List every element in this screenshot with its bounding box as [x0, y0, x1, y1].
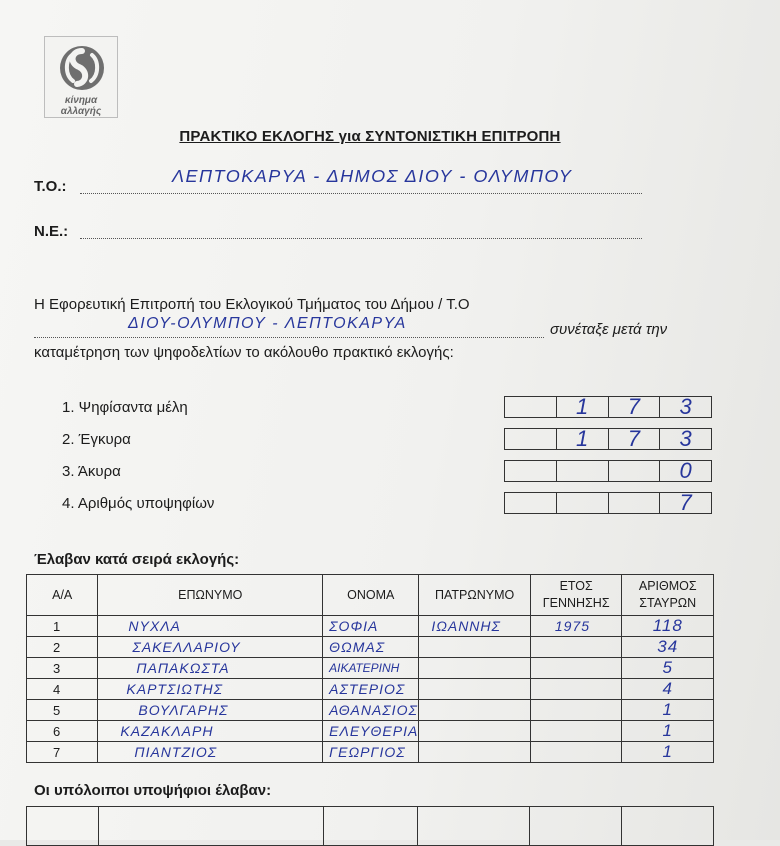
count-digit: 7 — [627, 426, 640, 451]
header-votes — [622, 575, 714, 616]
count-digit: 3 — [679, 426, 692, 451]
to-dotted-line — [80, 193, 642, 194]
table-row — [27, 658, 714, 679]
paragraph-handwritten: ΔΙΟΥ-ΟΛΥΜΠΟΥ - ΛΕΠΤΟΚΑΡΥΑ — [128, 315, 407, 332]
row-father — [419, 742, 531, 763]
header-birth-year — [530, 575, 622, 616]
table-header-row — [27, 575, 714, 616]
row-aa: 2 — [27, 637, 98, 658]
row-father — [419, 637, 531, 658]
header-surname: ΕΠΩΝΥΜΟ — [98, 575, 323, 616]
row-aa: 1 — [27, 616, 98, 637]
row-surname: ΠΙΑΝΤΖΙΟΣ — [98, 742, 323, 763]
row-votes: 5 — [622, 658, 714, 679]
row-surname: ΚΑΡΤΣΙΩΤΗΣ — [98, 679, 323, 700]
row-birth-year: 1975 — [530, 616, 622, 637]
row-surname: ΒΟΥΛΓΑΡΗΣ — [98, 700, 323, 721]
header-votes-line2: ΣΤΑΥΡΩΝ — [639, 596, 697, 610]
row-surname: ΣΑΚΕΛΛΑΡΙΟΥ — [98, 637, 323, 658]
to-label: Τ.Ο.: — [34, 178, 67, 195]
ne-dotted-line — [80, 238, 642, 239]
table-row — [27, 721, 714, 742]
table-row — [27, 742, 714, 763]
row-name: ΑΣΤΕΡΙΟΣ — [323, 679, 419, 700]
row-birth-year — [530, 721, 622, 742]
elected-section-title: Έλαβαν κατά σειρά εκλογής: — [34, 551, 240, 568]
row-votes: 34 — [622, 637, 714, 658]
row-aa: 5 — [27, 700, 98, 721]
ne-label: Ν.Ε.: — [34, 223, 69, 240]
logo — [44, 36, 118, 118]
row-surname: ΝΥΧΛΑ — [98, 616, 323, 637]
row-votes: 1 — [622, 700, 714, 721]
count-digit: 1 — [576, 394, 589, 419]
count-label-valid: 2. Έγκυρα — [62, 431, 131, 448]
header-name: ΟΝΟΜΑ — [323, 575, 419, 616]
table-row — [27, 637, 714, 658]
row-surname: ΚΑΖΑΚΛΑΡΗ — [98, 721, 323, 742]
row-votes: 4 — [622, 679, 714, 700]
count-digit: 7 — [679, 490, 692, 515]
header-aa: Α/Α — [27, 575, 98, 616]
paragraph-line2-end: συνέταξε μετά την — [550, 321, 668, 338]
row-surname: ΠΑΠΑΚΩΣΤΑ — [98, 658, 323, 679]
row-name: ΘΩΜΑΣ — [323, 637, 419, 658]
row-birth-year — [530, 700, 622, 721]
header-birth-year-line2: ΓΕΝΝΗΣΗΣ — [542, 596, 610, 610]
header-votes-line1: ΑΡΙΘΜΟΣ — [638, 579, 697, 593]
row-name: ΑΙΚΑΤΕΡΙΝΗ — [323, 658, 419, 679]
logo-text-line1: κίνημα — [64, 95, 98, 106]
remaining-table — [26, 806, 714, 846]
row-father — [419, 679, 531, 700]
table-row — [27, 679, 714, 700]
count-box-invalid — [504, 460, 712, 482]
row-father — [419, 721, 531, 742]
movement-logo-icon — [57, 43, 107, 93]
row-birth-year — [530, 658, 622, 679]
row-aa: 6 — [27, 721, 98, 742]
row-name: ΣΟΦΙΑ — [323, 616, 419, 637]
count-digit: 1 — [576, 426, 589, 451]
remaining-table-col — [530, 807, 622, 845]
row-votes: 1 — [622, 721, 714, 742]
table-row — [27, 700, 714, 721]
row-name: ΑΘΑΝΑΣΙΟΣ — [323, 700, 419, 721]
count-box-voters — [504, 396, 712, 418]
remaining-table-col — [324, 807, 418, 845]
row-father: ΙΩΑΝΝΗΣ — [419, 616, 531, 637]
paragraph-dotted-line — [34, 337, 544, 338]
document-title: ΠΡΑΚΤΙΚΟ ΕΚΛΟΓΗΣ για ΣΥΝΤΟΝΙΣΤΙΚΗ ΕΠΙΤΡΟΠΗ — [179, 128, 561, 145]
count-digit: 7 — [627, 394, 640, 419]
row-aa: 3 — [27, 658, 98, 679]
paragraph-line1: Η Εφορευτική Επιτροπή του Εκλογικού Τμήματος του Δήμου / Τ.Ο — [34, 296, 470, 313]
count-box-candidates — [504, 492, 712, 514]
row-aa: 7 — [27, 742, 98, 763]
header-birth-year-line1: ΕΤΟΣ — [559, 579, 593, 593]
paragraph-line3: καταμέτρηση των ψηφοδελτίων το ακόλουθο πρακτικό εκλογής: — [34, 344, 454, 361]
remaining-table-col — [622, 807, 714, 845]
logo-text-line2: αλλαγής — [60, 106, 102, 117]
remaining-table-col — [27, 807, 99, 845]
remaining-table-col — [99, 807, 324, 845]
row-birth-year — [530, 679, 622, 700]
row-name: ΓΕΩΡΓΙΟΣ — [323, 742, 419, 763]
count-box-valid — [504, 428, 712, 450]
count-label-candidates: 4. Αριθμός υποψηφίων — [62, 495, 215, 512]
remaining-table-col — [418, 807, 530, 845]
remaining-section-title: Οι υπόλοιποι υποψήφιοι έλαβαν: — [34, 782, 272, 799]
row-name: ΕΛΕΥΘΕΡΙΑ — [323, 721, 419, 742]
header-father: ΠΑΤΡΩΝΥΜΟ — [419, 575, 531, 616]
row-father — [419, 700, 531, 721]
row-aa: 4 — [27, 679, 98, 700]
row-birth-year — [530, 742, 622, 763]
count-label-invalid: 3. Άκυρα — [62, 463, 121, 480]
to-value: ΛΕΠΤΟΚΑΡΥΑ - ΔΗΜΟΣ ΔΙΟΥ - ΟΛΥΜΠΟΥ — [172, 166, 573, 186]
count-digit: 0 — [679, 458, 692, 483]
row-votes: 1 — [622, 742, 714, 763]
count-label-voters: 1. Ψηφίσαντα μέλη — [62, 399, 188, 416]
results-table — [26, 574, 714, 763]
table-row — [27, 616, 714, 637]
count-digit: 3 — [679, 394, 692, 419]
row-votes: 118 — [622, 616, 714, 637]
row-father — [419, 658, 531, 679]
row-birth-year — [530, 637, 622, 658]
